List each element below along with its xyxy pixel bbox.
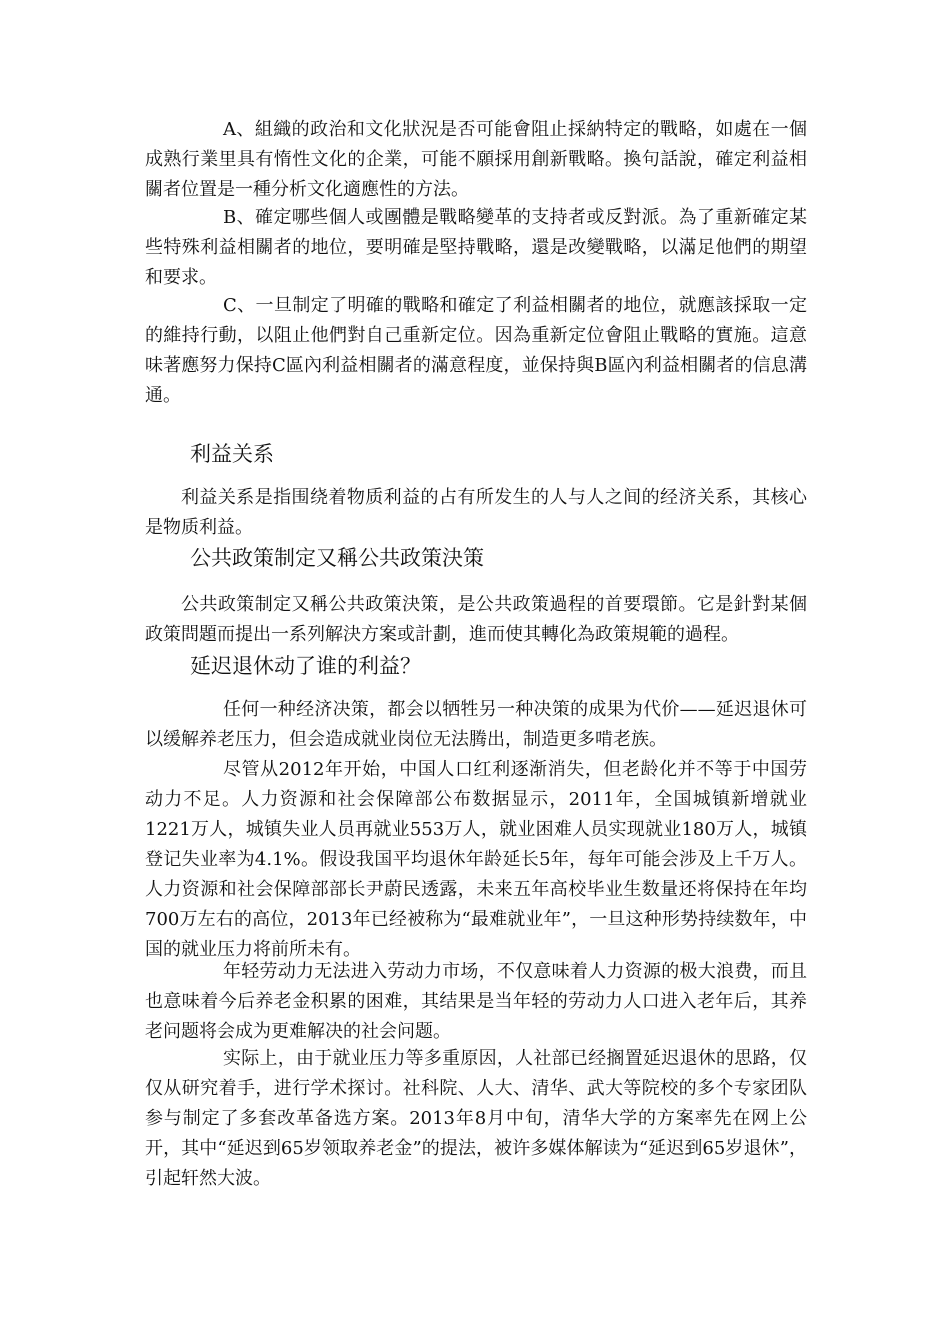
paragraph-retirement-2: 尽管从2012年开始，中国人口红利逐渐消失，但老龄化并不等于中国劳动力不足。人力资源和社会保障部公布数据显示，2011年，全国城镇新增就业1221万人，城镇失业人员再就业553万人，就业困难人员实现就业180万人，城镇登记失业率为4.1%。假设我国平均退休年龄延长5年，每年可能会涉及上千万人。人力资源和社会保障部部长尹蔚民透露，未来五年高校毕业生数量还将保持在年均700万左右的高位，2013年已经被称为“最难就业年”，一旦这种形势持续数年，中国的就业压力将前所未有。 [145, 759, 807, 960]
paragraph-strategy-a: A、組織的政治和文化狀況是否可能會阻止採納特定的戰略，如處在一個成熟行業里具有惰性文化的企業，可能不願採用創新戰略。換句話說，確定利益相關者位置是一種分析文化適應性的方法。 [145, 119, 807, 200]
heading-retirement: 延迟退休动了谁的利益？ [190, 654, 421, 678]
heading-public-policy: 公共政策制定又稱公共政策決策 [190, 546, 484, 570]
paragraph-retirement-3: 年轻劳动力无法进入劳动力市场，不仅意味着人力资源的极大浪费，而且也意味着今后养老金积累的困难，其结果是当年轻的劳动力人口进入老年后，其养老问题将会成为更难解决的社会问题。 [145, 961, 807, 1042]
paragraph-strategy-b: B、確定哪些個人或團體是戰略變革的支持者或反對派。為了重新確定某些特殊利益相關者的地位，要明確是堅持戰略，還是改變戰略，以滿足他們的期望和要求。 [145, 207, 807, 288]
heading-interest-relation: 利益关系 [190, 442, 274, 466]
paragraph-public-policy: 公共政策制定又稱公共政策決策，是公共政策過程的首要環節。它是針對某個政策問題而提出一系列解決方案或計劃，進而使其轉化為政策規範的過程。 [145, 594, 807, 645]
paragraph-retirement-1: 任何一种经济决策，都会以牺牲另一种决策的成果为代价——延迟退休可以缓解养老压力，但会造成就业岗位无法腾出，制造更多啃老族。 [145, 699, 807, 750]
paragraph-strategy-c: C、一旦制定了明確的戰略和確定了利益相關者的地位，就應該採取一定的維持行動，以阻止他們對自己重新定位。因為重新定位會阻止戰略的實施。這意味著應努力保持C區內利益相關者的滿意程度，並保持與B區內利益相關者的信息溝通。 [145, 295, 807, 406]
paragraph-interest-relation: 利益关系是指围绕着物质利益的占有所发生的人与人之间的经济关系，其核心是物质利益。 [145, 487, 807, 538]
paragraph-retirement-4: 实际上，由于就业压力等多重原因，人社部已经搁置延迟退休的思路，仅仅从研究着手，进行学术探讨。社科院、人大、清华、武大等院校的多个专家团队参与制定了多套改革备选方案。2013年8月中旬，清华大学的方案率先在网上公开，其中“延迟到65岁领取养老金”的提法，被许多媒体解读为“延迟到65岁退休”，引起轩然大波。 [145, 1048, 807, 1189]
